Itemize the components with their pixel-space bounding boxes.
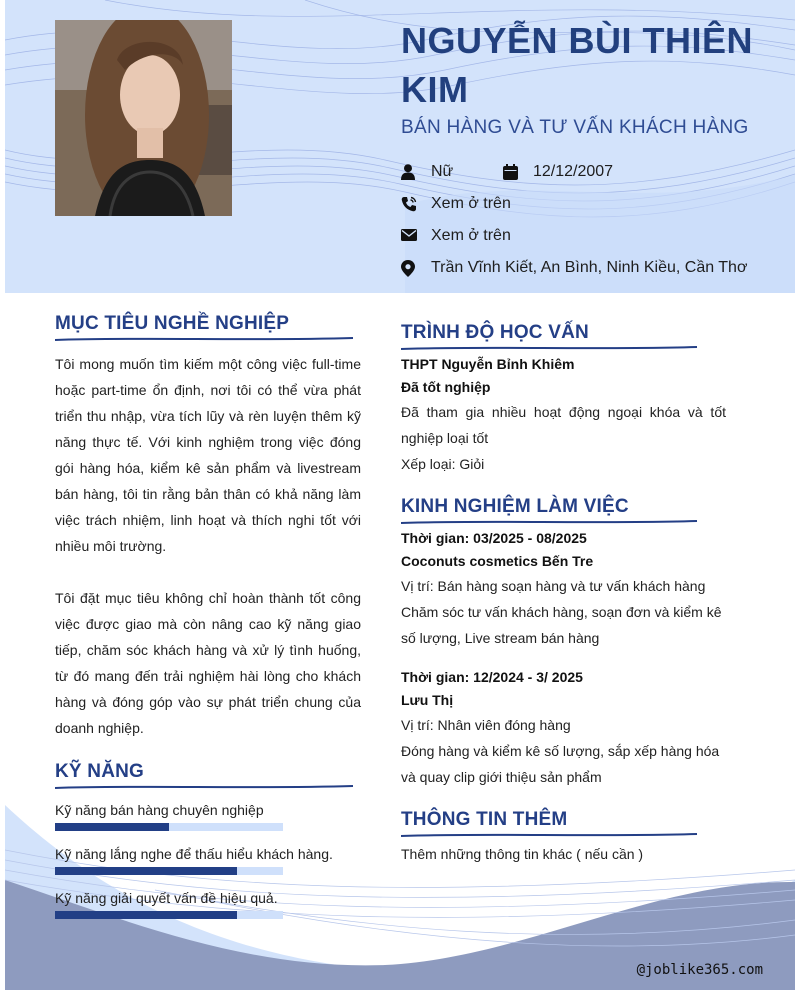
education-title: TRÌNH ĐỘ HỌC VẤN [401,322,589,343]
skill-bar [55,823,283,831]
education-underline [401,345,701,351]
job-position: Vị trí: Nhân viên đóng hàng [401,717,571,733]
job-description: Đóng hàng và kiểm kê số lượng, sắp xếp hàng hóa và quay clip giới thiệu sản phẩm [401,743,720,785]
education-grade: Xếp loại: Giỏi [401,456,485,472]
skills-title: KỸ NĂNG [55,761,145,782]
address-value: Trần Vĩnh Kiết, An Bình, Ninh Kiều, Cần Thơ [431,259,748,276]
address-row [401,259,747,277]
phone-row [401,195,511,213]
skill-label: Kỹ năng bán hàng chuyên nghiệp [55,802,264,818]
education-school: THPT Nguyễn Bỉnh Khiêm [401,356,575,372]
job-time: Thời gian: 03/2025 - 08/2025 [401,530,587,546]
footer-wave-art [5,760,795,990]
extra-info-title: THÔNG TIN THÊM [401,809,568,830]
objective-underline [55,336,355,342]
job-position: Vị trí: Bán hàng soạn hàng và tư vấn khách hàng [401,578,706,594]
birthday-row [503,163,613,181]
candidate-name: NGUYỄN BÙI THIÊN KIM [401,20,754,110]
skill-bar-fill [55,911,237,919]
phone-icon [401,196,417,212]
location-icon [401,260,417,276]
email-value: Xem ở trên [431,227,511,244]
job-description: Chăm sóc tư vấn khách hàng, soạn đơn và kiểm kê số lượng, Live stream bán hàng [401,604,722,646]
objective-paragraph-2: Tôi đặt mục tiêu không chỉ hoàn thành tốt công việc được giao mà còn nâng cao kỹ năng giao tiếp, chăm sóc khách hàng và xử lý tình huống, từ đó mang đến trải nghiệm hài lòng cho khách hàng và đóng góp vào sự phát triển chung của doanh nghiệp. [55,590,361,736]
skills-underline [55,784,355,790]
phone-value: Xem ở trên [431,195,511,212]
job-entry [401,527,726,651]
profile-photo [55,20,232,216]
calendar-icon [503,164,519,180]
education-description: Đã tham gia nhiều hoạt động ngoại khóa và tốt nghiệp loại tốt [401,404,726,446]
education-status: Đã tốt nghiệp [401,379,491,395]
skill-label: Kỹ năng lắng nghe để thấu hiểu khách hàng. [55,846,333,862]
skill-bar-fill [55,823,169,831]
cv-page [5,0,795,990]
gender-row [401,163,453,181]
skill-bar [55,911,283,919]
experience-underline [401,519,701,525]
candidate-role: BÁN HÀNG VÀ TƯ VẤN KHÁCH HÀNG [401,117,749,138]
extra-info-text: Thêm những thông tin khác ( nếu cần ) [401,846,644,862]
mail-icon [401,228,417,244]
gender-value: Nữ [431,163,454,180]
objective-paragraph-1: Tôi mong muốn tìm kiếm một công việc full-time hoặc part-time ổn định, nơi tôi có thể vừa phát triển thu nhập, vừa tích lũy và rèn luyện thêm kỹ năng thực tế. Với kinh nghiệm trong việc đóng gói hàng hóa, kiểm kê sản phẩm và livestream bán hàng, tôi tin rằng bản thân có khả năng làm việc trách nhiệm, linh hoạt và thích nghi tốt với nhiều môi trường. [55,356,361,554]
job-company: Coconuts cosmetics Bến Tre [401,553,594,569]
skill-bar [55,867,283,875]
email-row [401,227,511,245]
user-icon [401,164,417,180]
experience-title: KINH NGHIỆM LÀM VIỆC [401,496,629,517]
skill-bar-fill [55,867,237,875]
job-time: Thời gian: 12/2024 - 3/ 2025 [401,669,583,685]
extra-info-underline [401,832,701,838]
birthday-value: 12/12/2007 [533,163,614,180]
header-band [5,0,795,293]
education-entry [401,352,726,477]
job-company: Lưu Thị [401,692,454,708]
job-entry [401,666,726,790]
site-credit: @joblike365.com [636,962,763,978]
skill-label: Kỹ năng giải quyết vấn đề hiệu quả. [55,890,278,906]
objective-title: MỤC TIÊU NGHỀ NGHIỆP [55,313,290,334]
